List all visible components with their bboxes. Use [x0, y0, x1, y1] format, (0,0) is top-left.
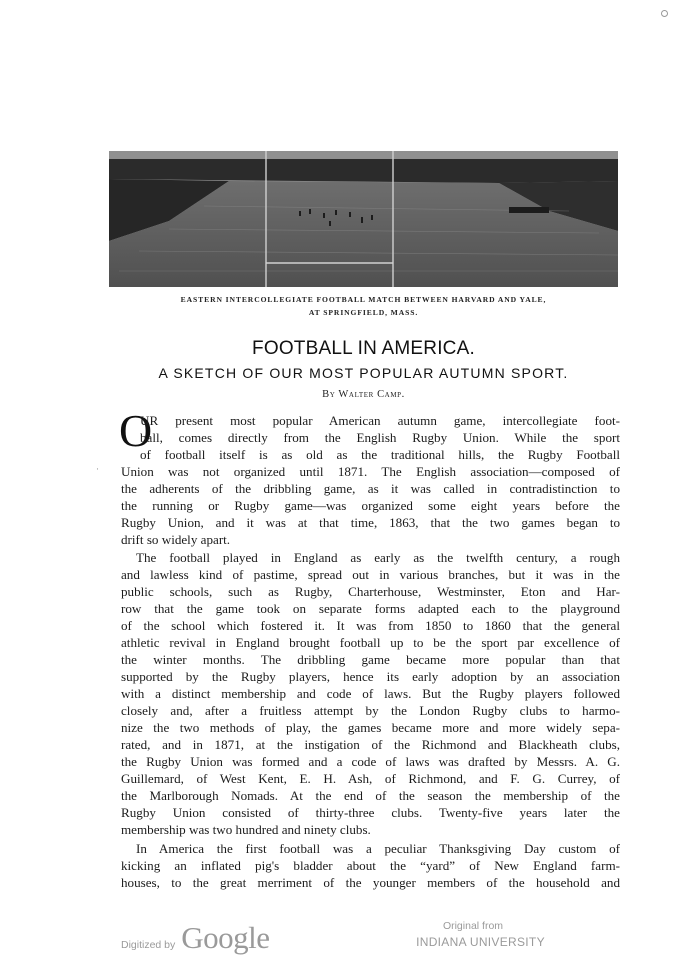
text-line: the Rugby Union was formed and a code of laws was drafted by Messrs. A. G.: [121, 754, 620, 769]
text-line: supported by the Rugby players, hence its early adoption by an association: [121, 669, 620, 684]
text-line: public schools, such as Rugby, Charterhouse, Westminster, Eton and Har-: [121, 584, 620, 599]
photo-caption-line-2: AT SPRINGFIELD, MASS.: [308, 308, 419, 317]
text-line: ball, comes directly from the English Rugby Union. While the sport: [140, 430, 620, 445]
text-line: In America the first football was a peculiar Thanksgiving Day custom of: [136, 841, 620, 856]
text-line: closely and, after a fruitless attempt by the London Rugby clubs to harmo-: [121, 703, 620, 718]
digitized-by-label: Digitized by: [121, 939, 176, 951]
byline-text: By Walter Camp.: [322, 389, 405, 400]
article-subtitle: A SKETCH OF OUR MOST POPULAR AUTUMN SPORT.: [158, 365, 569, 381]
text-line: row that the game took on separate forms adapted each to the playground: [121, 601, 620, 616]
drop-cap: O: [119, 405, 153, 456]
university-name: INDIANA UNIVERSITY: [416, 935, 545, 949]
text-line: of football itself is as old as the traditional hills, the Rugby Football: [140, 447, 620, 462]
text-line: kicking an inflated pig's bladder about the “yard” of New England farm-: [121, 858, 620, 873]
text-line: drift so widely apart.: [121, 532, 231, 547]
text-line: of the school which fostered it. It was from 1850 to 1860 that the general: [121, 618, 620, 633]
text-line: Guillemard, of West Kent, E. H. Ash, of Richmond, and F. G. Currey, of: [121, 771, 620, 786]
text-line: Rugby Union consisted of thirty-three clubs. Twenty-five years later the: [121, 805, 620, 820]
text-line: rated, and in 1871, at the instigation of the Richmond and Blackheath clubs,: [121, 737, 620, 752]
text-line: Union was not organized until 1871. The English association—composed of: [121, 464, 620, 479]
article-title: FOOTBALL IN AMERICA.: [252, 338, 475, 359]
text-line: The football played in England as early as the twelfth century, a rough: [136, 550, 620, 565]
text-line: the Marlborough Nomads. At the end of the season the membership of the: [121, 788, 620, 803]
text-line: houses, to the great merriment of the younger members of the household and: [121, 875, 620, 890]
text-line: UR present most popular American autumn game, intercollegiate foot-: [140, 413, 620, 428]
margin-mark: ·: [96, 464, 99, 474]
photo-caption-line-1: EASTERN INTERCOLLEGIATE FOOTBALL MATCH BETWEEN HARVARD AND YALE,: [180, 295, 547, 304]
text-line: the adherents of the dribbling game, as it was called in contradistinction to: [121, 481, 620, 496]
text-line: Rugby Union, and it was at that time, 1863, that the two games began to: [121, 515, 620, 530]
text-line: with a distinct membership and code of laws. But the Rugby players followed: [121, 686, 620, 701]
digitized-by-watermark: [121, 920, 270, 956]
text-line: membership was two hundred and ninety clubs.: [121, 822, 371, 837]
original-from-label: Original from: [442, 920, 504, 932]
text-line: nize the two methods of play, the games became more and more widely sepa-: [121, 720, 620, 735]
text-line: the winter months. The dribbling game became more popular than that: [121, 652, 620, 667]
text-line: the running or Rugby game—was organized some eight years before the: [121, 498, 620, 513]
text-line: athletic revival in England brought football up to be the sport par excellence of: [121, 635, 620, 650]
text-line: and lawless kind of pastime, spread out in various branches, but it was in the: [121, 567, 620, 582]
google-logo: Google: [181, 920, 270, 955]
original-from-watermark: [413, 920, 553, 949]
